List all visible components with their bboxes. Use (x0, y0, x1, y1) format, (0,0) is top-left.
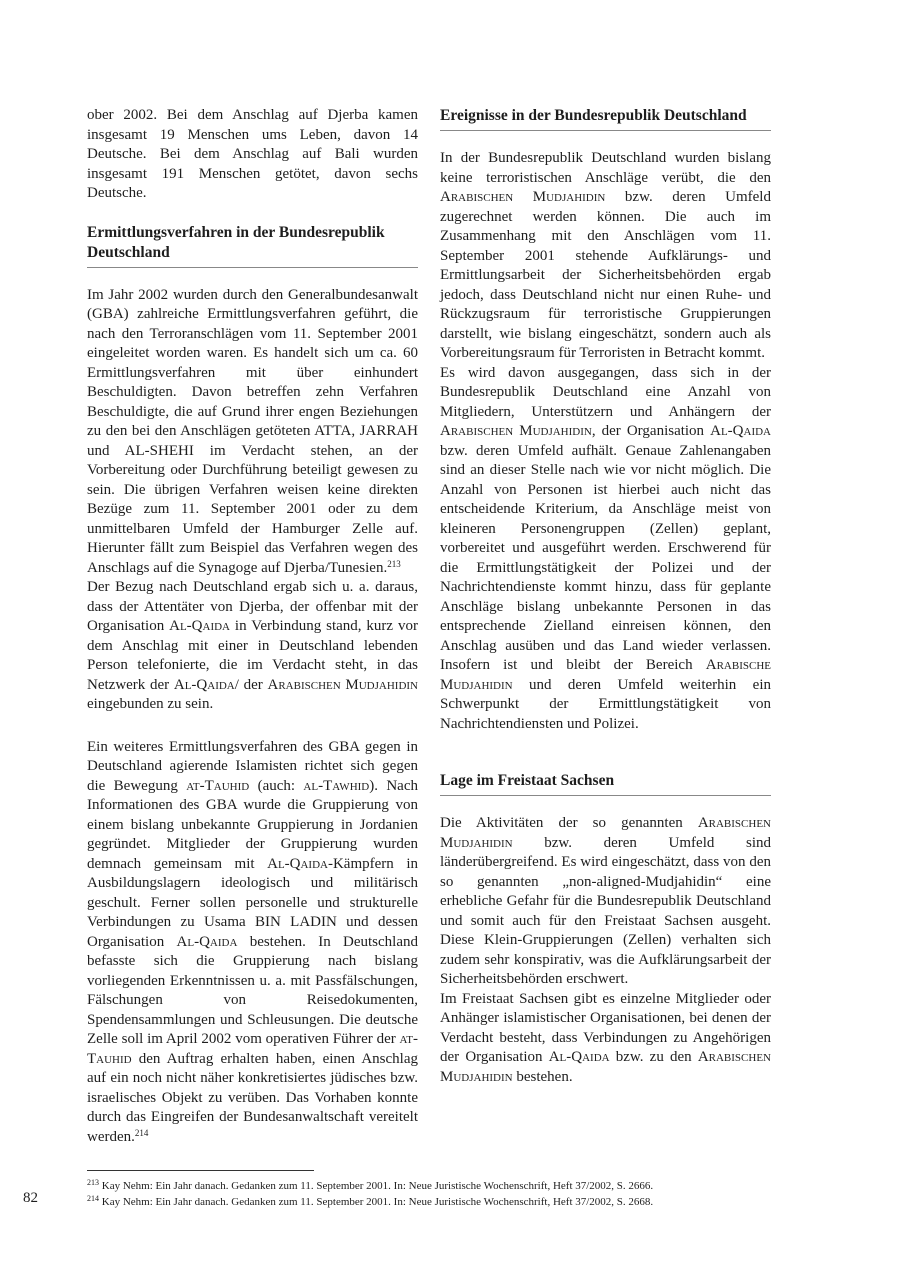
footnote-ref-213[interactable]: 213 (387, 558, 401, 569)
footnotes (87, 1178, 817, 1210)
text: bzw. deren Umfeld sind länderübergreifend. Es wird eingeschätzt, dass von den so genannten „non-aligned-Mudjahidin“ eine erhebliche Gefahr für die Bundesrepublik Deutschland und somit auch für den Freistaat Sachsen ausgeht. Diese Klein-Gruppierungen (Zellen) verhalten sich zudem sehr konspirativ, was die Aufklärungsarbeit der Sicherheitsbehörden erschwert. (440, 834, 771, 987)
small-caps-term: Arabischen Mudjahidin (440, 815, 771, 851)
footnote-divider (87, 1170, 314, 1171)
small-caps-term: at-Tauhid (186, 777, 250, 794)
text: in Verbindung stand, kurz vor dem Anschlag mit einer in Deutschland lebenden Person telefonierte, die im Verdacht steht, in das Netzwerk der (87, 618, 418, 693)
footnote-text: Kay Nehm: Ein Jahr danach. Gedanken zum 11. September 2001. In: Neue Juristische Wochenschrift, Heft 37/2002, S. 2666. (101, 1180, 654, 1192)
text: eingebunden zu sein. (87, 696, 214, 712)
text: -Kämpfern in Ausbildungslagern ideologisch und militärisch geschult. Ferner sollen personelle und strukturelle Verbindungen zu Usama BIN LADIN und dessen Organisation (87, 855, 418, 950)
small-caps-term: Arabischen Mudjahidin (267, 676, 418, 693)
right-paragraph-4 (440, 990, 771, 1088)
small-caps-term: Al-Qaida (169, 618, 230, 634)
text: Es wird davon ausgegangen, dass sich in der Bundesrepublik Deutschland eine Anzahl von Mitgliedern, Unterstützern und Anhängern der (440, 364, 771, 420)
text: ). Nach Informationen des GBA wurde die Gruppierung von einem bislang unbekannte Gruppierung in Jordanien gegründet. Mitglieder der Gruppierung wurden demnach gemeinsam mit (87, 777, 418, 872)
small-caps-term: Al-Qaida (267, 855, 328, 872)
text: Die Aktivitäten der so genannten (440, 815, 698, 831)
text: In der Bundesrepublik Deutschland wurden bislang keine terroristischen Anschläge verübt, die den (440, 150, 771, 186)
text: Im Jahr 2002 wurden durch den Generalbundesanwalt (GBA) zahlreiche Ermittlungsverfahren geführt, die nach den Terroranschlägen vom 11. September 2001 eingeleitet worden waren. Es handelt sich um ca. 60 Ermittlungsverfahren mit über einhundert Beschuldigten. Davon betreffen zehn Verfahren Beschuldigte, die auf Grund ihrer engen Beziehungen zu den bei den Anschlägen getöteten ATTA, JARRAH und AL-SHEHI im Verdacht stehen, an der Vorbereitung oder Durchführung beteiligt gewesen zu sein. Die übrigen Verfahren weisen keine direkten Bezüge zum 11. September 2001 oder zu dem unmittelbaren Umfeld der Hamburger Zelle auf. Hierunter fällt zum Beispiel das Verfahren wegen des Anschlags auf die Synagoge auf Djerba/Tunesien. (87, 286, 418, 576)
small-caps-term: Arabischen Mudjahidin (440, 423, 592, 439)
text: bzw. deren Umfeld aufhält. Genaue Zahlenangaben sind an dieser Stelle nach wie vor nicht möglich. Die Anzahl von Personen ist hierbei auch nicht das entscheidende Kriterium, da Anschläge meist von kleineren Personengruppen (Zellen) geplant, vorbereitet und ausgeführt werden. Erschwerend für die Ermittlungstätigkeit der Polizei und der Nachrichtendienste kommt hinzu, dass für geplante Anschläge bislang unbekannte Personen in das entsprechende Zielland einreisen können, den Anschlag ausüben und das Land wieder verlassen. Insofern ist und bleibt der Bereich (440, 442, 771, 673)
right-column (440, 106, 771, 1087)
small-caps-term: al-Tawhid (303, 777, 370, 794)
heading-ereignisse: Ereignisse in der Bundesrepublik Deutschland (440, 106, 771, 131)
text: Ein weiteres Ermittlungsverfahren des GBA gegen in Deutschland agierende Islamisten richtet sich gegen die Bewegung (87, 738, 418, 794)
text: bestehen. In Deutschland befasste sich die Gruppierung nach bislang vorliegenden Erkenntnissen u. a. mit Passfälschungen, Fälschungen von Reisedokumenten, Spendensammlungen und Schleusungen. Die deutsche Zelle soll im April 2002 vom operativen Führer der (87, 933, 418, 1047)
small-caps-term: Arabischen Mudjahidin (440, 1049, 771, 1085)
text: bestehen. (512, 1068, 573, 1085)
text: Der Bezug nach Deutschland ergab sich u. a. daraus, dass der Attentäter von Djerba, der offenbar mit der Organisation (87, 579, 418, 634)
left-paragraph-intro: ober 2002. Bei dem Anschlag auf Djerba kamen insgesamt 19 Menschen ums Leben, davon 14 Deutsche. Bei dem Anschlag auf Bali wurden insgesamt 191 Menschen getötet, davon sechs Deutsche. (87, 107, 418, 201)
text: (auch: (249, 777, 304, 794)
footnote-ref-214[interactable]: 214 (134, 1127, 149, 1138)
left-column (87, 106, 418, 1147)
text: Im Freistaat Sachsen gibt es einzelne Mitglieder oder Anhänger islamistischer Organisationen, bei denen der Verdacht besteht, dass Verbindungen zu Angehörigen der Organisation (440, 990, 771, 1065)
footnote-number: 213 (87, 1178, 99, 1187)
right-paragraph-1 (440, 149, 771, 364)
small-caps-term: Al-Qaida/ (173, 676, 239, 693)
small-caps-term: at-Tauhid (87, 1031, 418, 1067)
right-paragraph-3 (440, 814, 771, 990)
heading-ermittlungsverfahren: Ermittlungsverfahren in der Bundesrepublik Deutschland (87, 223, 418, 268)
small-caps-term: Arabischen Mudjahidin (440, 189, 606, 205)
small-caps-term: Al-Qaida (548, 1049, 610, 1065)
text: der (238, 676, 268, 693)
text: und deren Umfeld weiterhin ein Schwerpunkt der Ermittlungstätigkeit von Nachrichtendiensten und Polizei. (440, 676, 771, 732)
footnote-214 (87, 1194, 817, 1210)
text: bzw. deren Umfeld zugerechnet werden können. Die auch im Zusammenhang mit den Anschlägen vom 11. September 2001 stehende Aufklärungs- und Ermittlungsarbeit der Sicherheitsbehörden ergab jedoch, dass Deutschland nicht nur einen Ruhe- und Rückzugsraum für terroristische Gruppierungen darstellt, wie bislang eingeschätzt, sondern auch als Vorbereitungsraum für Terroristen in Betracht kommt. (440, 189, 771, 361)
left-paragraph-3 (87, 738, 418, 1148)
right-paragraph-2 (440, 364, 771, 735)
small-caps-term: Al-Qaida (710, 423, 771, 439)
footnote-213 (87, 1178, 817, 1194)
small-caps-term: Arabische Mudjahidin (440, 657, 771, 693)
text: , der Organisation (591, 423, 711, 439)
page-number: 82 (23, 1190, 38, 1206)
small-caps-term: Al-Qaida (176, 933, 238, 950)
footnote-text: Kay Nehm: Ein Jahr danach. Gedanken zum 11. September 2001. In: Neue Juristische Wochenschrift, Heft 37/2002, S. 2668. (101, 1196, 654, 1208)
heading-lage-sachsen: Lage im Freistaat Sachsen (440, 771, 771, 796)
text: den Auftrag erhalten haben, einen Anschlag auf ein noch nicht näher konkretisiertes jüdisches bzw. israelisches Objekt zu verüben. Das Vorhaben konnte durch das Eingreifen der Bundesanwaltschaft vereitelt werden. (87, 1050, 418, 1145)
text: bzw. zu den (609, 1049, 698, 1065)
left-paragraph-1 (87, 286, 418, 579)
footnote-number: 214 (87, 1194, 99, 1203)
left-paragraph-2 (87, 578, 418, 715)
